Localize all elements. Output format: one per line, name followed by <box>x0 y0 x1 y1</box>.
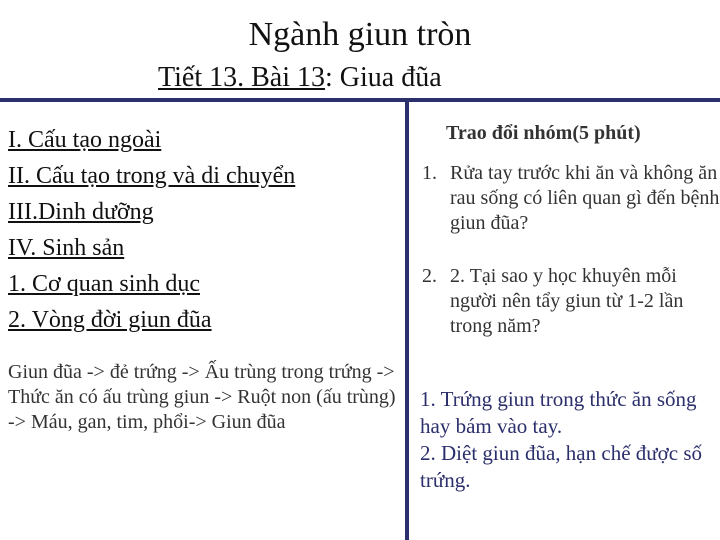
outline-item: I. Cấu tạo ngoài <box>8 127 162 153</box>
outline-item: III.Dinh dưỡng <box>8 199 154 225</box>
group-discussion-title: Trao đổi nhóm(5 phút) <box>446 122 641 144</box>
discussion-question <box>422 264 714 344</box>
outline-item: IV. Sinh sản <box>8 235 125 261</box>
lesson-outline <box>8 122 295 338</box>
question-number: 1. <box>422 162 437 184</box>
outline-item: 1. Cơ quan sinh dục <box>8 271 201 297</box>
discussion-question <box>422 161 720 241</box>
answer-1: 1. Trứng giun trong thức ăn sống hay bám vào tay. <box>420 387 697 438</box>
column-divider <box>405 100 409 540</box>
lesson-number: Tiết 13. Bài 13 <box>158 62 325 93</box>
slide-title: Ngành giun tròn <box>248 16 472 53</box>
question-number: 2. <box>422 265 437 287</box>
slide-subtitle <box>158 62 442 94</box>
answers-block <box>420 386 712 494</box>
question-text: Rửa tay trước khi ăn và không ăn rau sống có liên quan gì đến bệnh giun đũa? <box>450 162 720 234</box>
question-text: 2. Tại sao y học khuyên mỗi người nên tẩy giun từ 1-2 lần trong năm? <box>450 265 684 337</box>
header-divider <box>0 98 720 102</box>
answer-2: 2. Diệt giun đũa, hạn chế được số trứng. <box>420 441 703 492</box>
outline-item: II. Cấu tạo trong và di chuyển <box>8 163 296 189</box>
outline-item: 2. Vòng đời giun đũa <box>8 307 212 333</box>
lesson-topic: : Giua đũa <box>325 62 442 93</box>
lifecycle-description: Giun đũa -> đẻ trứng -> Ấu trùng trong trứng -> Thức ăn có ấu trùng giun -> Ruột non (ấu trùng) -> Máu, gan, tim, phổi-> Giun đũa <box>8 361 396 433</box>
